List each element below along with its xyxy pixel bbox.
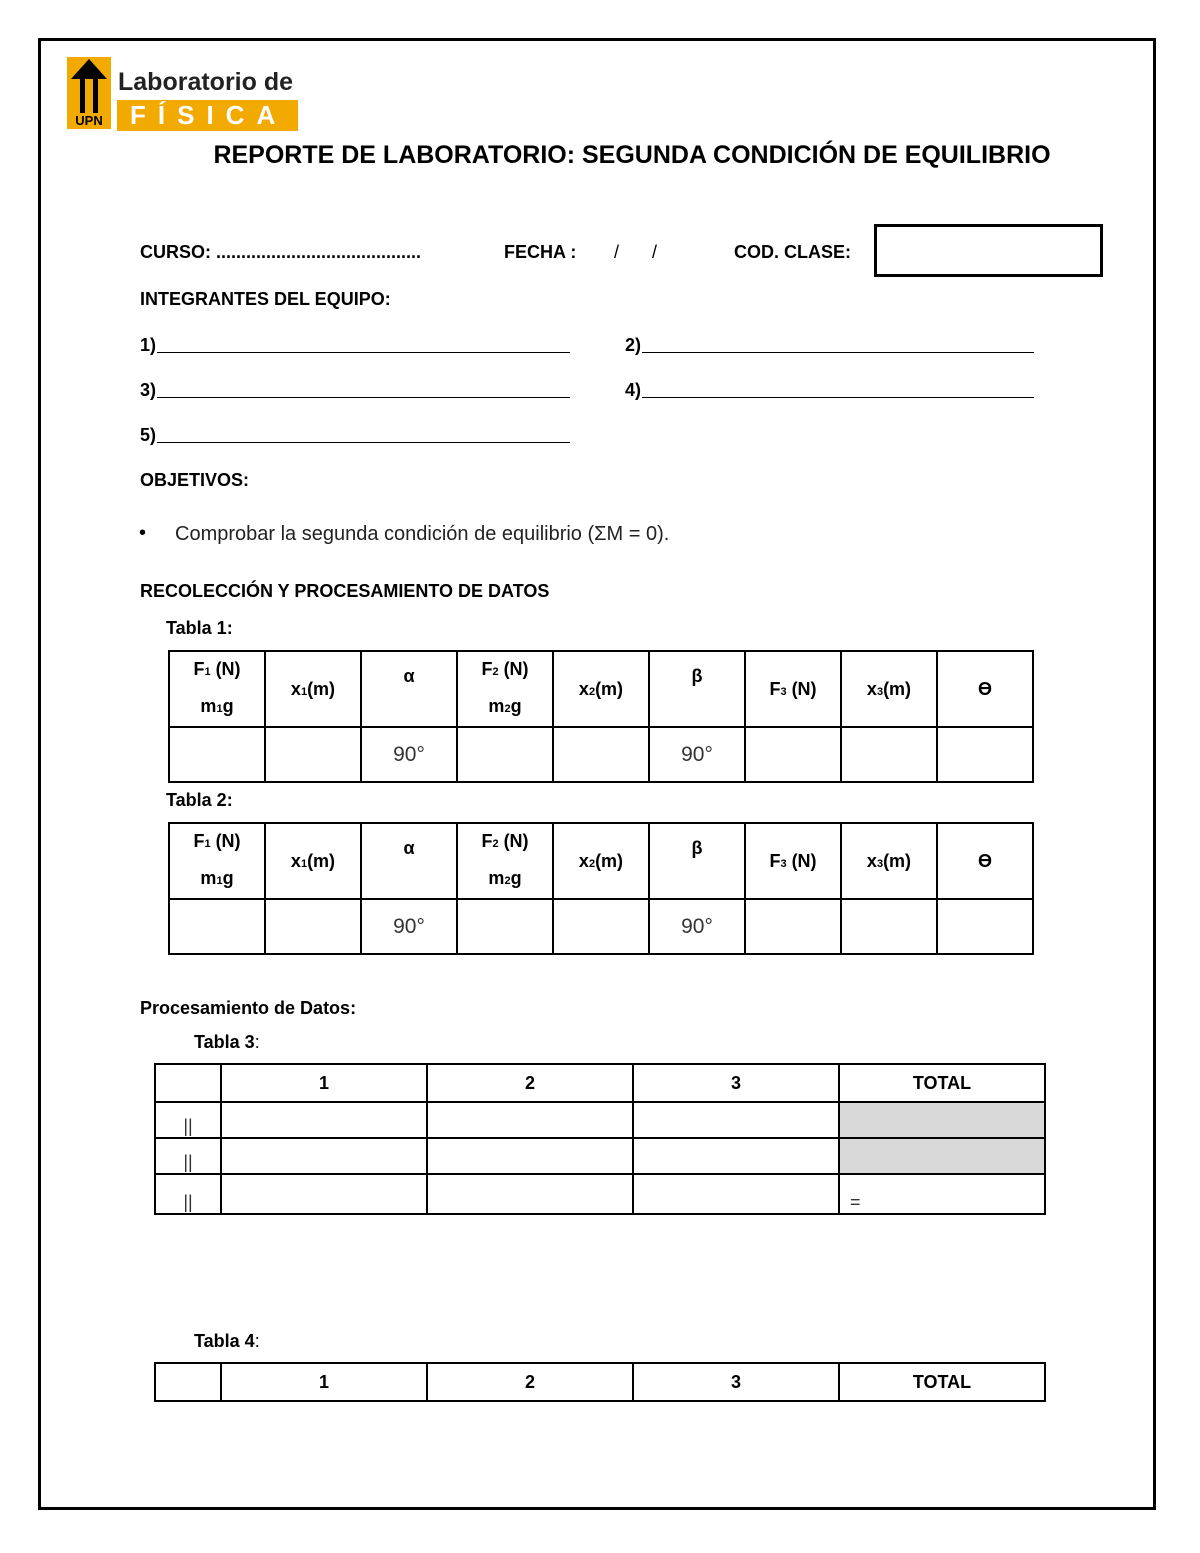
bullet-icon: •: [139, 522, 147, 544]
member-4-label: 4): [625, 380, 642, 400]
col-header-1: 1: [221, 1064, 427, 1102]
cell-alpha: 90°: [361, 899, 457, 954]
cell[interactable]: [221, 1174, 427, 1214]
logo-laboratorio-text: Laboratorio de: [118, 68, 294, 96]
header-alpha: α: [361, 823, 457, 899]
col-header-3: 3: [633, 1363, 839, 1401]
table-row: [155, 1102, 1045, 1138]
corner-cell: [155, 1363, 221, 1401]
table-1: [168, 650, 1034, 783]
curso-label: CURSO: .........................................: [140, 242, 422, 262]
fecha-label: FECHA :: [504, 242, 577, 262]
header-theta: ϴ: [937, 823, 1033, 899]
fecha-separator: /: [614, 242, 620, 262]
cell[interactable]: [427, 1138, 633, 1174]
member-5-field[interactable]: [157, 442, 570, 443]
cell-beta: 90°: [649, 899, 745, 954]
member-2-label: 2): [625, 335, 642, 355]
member-2-field[interactable]: [642, 352, 1034, 353]
table-header-row: [169, 651, 1033, 727]
table-header-row: [169, 823, 1033, 899]
row-label: ||: [155, 1174, 221, 1214]
table-4: [154, 1362, 1046, 1402]
fecha-separator: /: [652, 242, 658, 262]
cell-f1[interactable]: [169, 899, 265, 954]
header-alpha: α: [361, 651, 457, 727]
header-f2: F2 (N) m2g: [457, 823, 553, 899]
cell-x1[interactable]: [265, 727, 361, 782]
cell-f1[interactable]: [169, 727, 265, 782]
cell-alpha: 90°: [361, 727, 457, 782]
table-3: [154, 1063, 1046, 1215]
table-row: [169, 899, 1033, 954]
table3-caption: Tabla 3:: [194, 1032, 260, 1052]
table-header-row: [155, 1064, 1045, 1102]
cell-x1[interactable]: [265, 899, 361, 954]
cell-f3[interactable]: [745, 899, 841, 954]
logo-fisica-text: FÍSICA: [130, 100, 288, 130]
cod-clase-field[interactable]: [874, 224, 1103, 277]
cell-f3[interactable]: [745, 727, 841, 782]
logo-upn-text: UPN: [75, 113, 103, 128]
cell[interactable]: [427, 1102, 633, 1138]
cell-theta[interactable]: [937, 727, 1033, 782]
header-f2: F2 (N) m2g: [457, 651, 553, 727]
cell-x3[interactable]: [841, 727, 937, 782]
cell-x3[interactable]: [841, 899, 937, 954]
col-header-2: 2: [427, 1363, 633, 1401]
objectives-label: OBJETIVOS:: [140, 470, 250, 490]
page-title: REPORTE DE LABORATORIO: SEGUNDA CONDICIÓN DE EQUILIBRIO: [213, 141, 1051, 169]
table-row: [155, 1138, 1045, 1174]
cell-x2[interactable]: [553, 899, 649, 954]
header-x1: x1(m): [265, 651, 361, 727]
total-cell[interactable]: =: [839, 1174, 1045, 1214]
table-2: [168, 822, 1034, 955]
row-label: ||: [155, 1102, 221, 1138]
cell[interactable]: [427, 1174, 633, 1214]
header-x2: x2(m): [553, 651, 649, 727]
col-header-1: 1: [221, 1363, 427, 1401]
header-theta: ϴ: [937, 651, 1033, 727]
table-row: [169, 727, 1033, 782]
cell-f2[interactable]: [457, 899, 553, 954]
table-header-row: [155, 1363, 1045, 1401]
header-f3: F3 (N): [745, 651, 841, 727]
member-4-field[interactable]: [642, 397, 1034, 398]
cell[interactable]: [633, 1102, 839, 1138]
cell-x2[interactable]: [553, 727, 649, 782]
header-beta: β: [649, 651, 745, 727]
team-label: INTEGRANTES DEL EQUIPO:: [140, 289, 391, 309]
table-row: [155, 1174, 1045, 1214]
table1-caption: Tabla 1:: [166, 618, 233, 638]
table2-caption: Tabla 2:: [166, 790, 233, 810]
member-3-label: 3): [140, 380, 157, 400]
header-x3: x3(m): [841, 651, 937, 727]
col-header-total: TOTAL: [839, 1363, 1045, 1401]
cell[interactable]: [221, 1102, 427, 1138]
table4-caption: Tabla 4:: [194, 1331, 260, 1351]
cell[interactable]: [221, 1138, 427, 1174]
col-header-total: TOTAL: [839, 1064, 1045, 1102]
header-f3: F3 (N): [745, 823, 841, 899]
objective-item: Comprobar la segunda condición de equilibrio (ΣM = 0).: [175, 523, 670, 545]
header-beta: β: [649, 823, 745, 899]
cell[interactable]: [633, 1138, 839, 1174]
corner-cell: [155, 1064, 221, 1102]
cell-f2[interactable]: [457, 727, 553, 782]
cell[interactable]: [633, 1174, 839, 1214]
member-5-label: 5): [140, 425, 157, 445]
member-3-field[interactable]: [157, 397, 570, 398]
col-header-2: 2: [427, 1064, 633, 1102]
header-x1: x1(m): [265, 823, 361, 899]
header-x2: x2(m): [553, 823, 649, 899]
header-f1: F1 (N) m1g: [169, 823, 265, 899]
shaded-cell: [839, 1102, 1045, 1138]
header-x3: x3(m): [841, 823, 937, 899]
cell-theta[interactable]: [937, 899, 1033, 954]
processing-label: Procesamiento de Datos:: [140, 998, 357, 1018]
row-label: ||: [155, 1138, 221, 1174]
cod-clase-label: COD. CLASE:: [734, 242, 851, 262]
data-section-label: RECOLECCIÓN Y PROCESAMIENTO DE DATOS: [140, 581, 550, 601]
shaded-cell: [839, 1138, 1045, 1174]
col-header-3: 3: [633, 1064, 839, 1102]
member-1-label: 1): [140, 335, 157, 355]
header-f1: F1 (N) m1g: [169, 651, 265, 727]
cell-beta: 90°: [649, 727, 745, 782]
member-1-field[interactable]: [157, 352, 570, 353]
